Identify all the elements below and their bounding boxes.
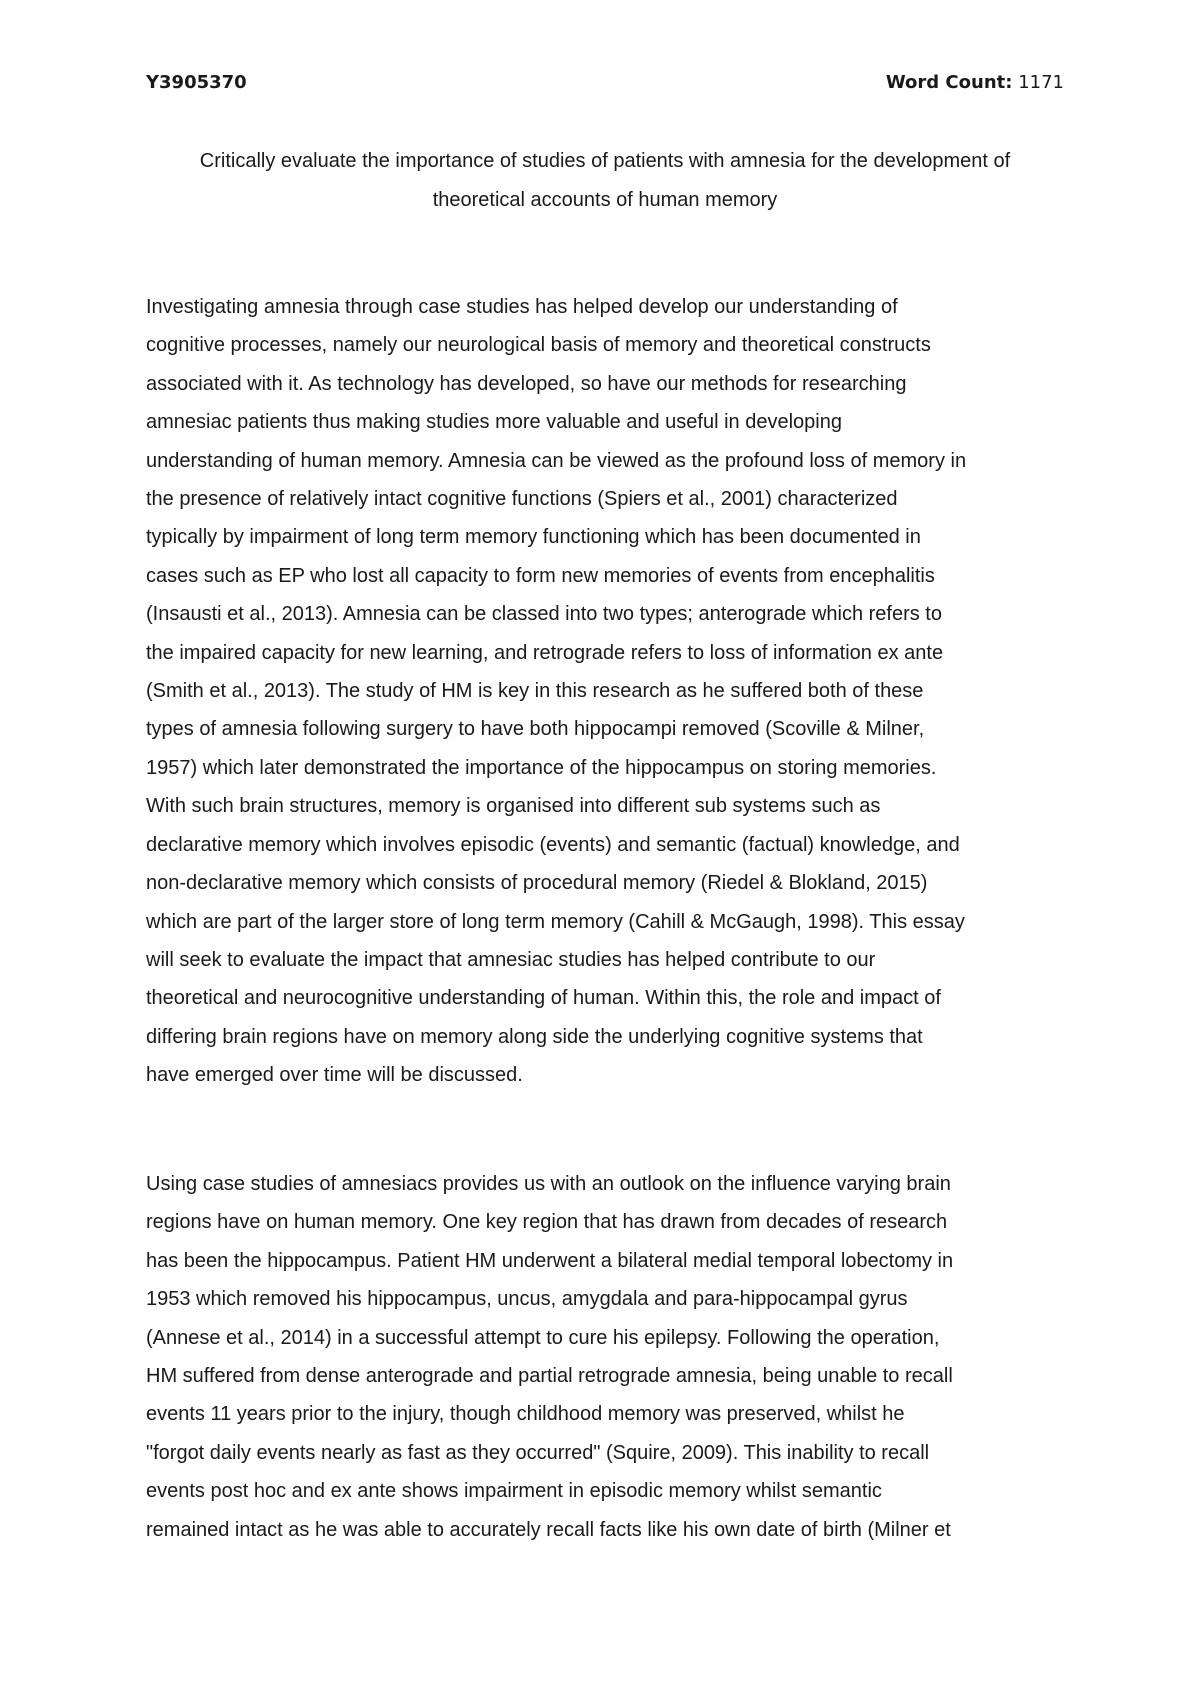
paragraph-line: With such brain structures, memory is organised into different sub systems such as <box>146 795 881 818</box>
paragraph-line: cognitive processes, namely our neurological basis of memory and theoretical constructs <box>146 334 931 357</box>
essay-title-line: Critically evaluate the importance of studies of patients with amnesia for the development of <box>199 150 1011 172</box>
essay-title <box>140 142 1070 220</box>
word-count-value: 1171 <box>1018 72 1064 93</box>
student-id: Y3905370 <box>146 72 247 93</box>
paragraph-line: (Insausti et al., 2013). Amnesia can be classed into two types; anterograde which refers to <box>146 603 942 626</box>
paragraph-line: the impaired capacity for new learning, and retrograde refers to loss of information ex ante <box>146 641 944 664</box>
body-paragraph-hippocampus <box>146 1165 1068 1549</box>
paragraph-line: (Annese et al., 2014) in a successful attempt to cure his epilepsy. Following the operation, <box>146 1326 940 1349</box>
paragraph-line: events post hoc and ex ante shows impairment in episodic memory whilst semantic <box>146 1480 882 1503</box>
word-count-label: Word Count: <box>885 72 1013 93</box>
page-header <box>146 72 1064 102</box>
paragraph-line: amnesiac patients thus making studies more valuable and useful in developing <box>146 411 842 434</box>
paragraph-line: has been the hippocampus. Patient HM underwent a bilateral medial temporal lobectomy in <box>146 1249 954 1272</box>
paragraph-line: differing brain regions have on memory along side the underlying cognitive systems that <box>146 1025 923 1048</box>
paragraph-line: events 11 years prior to the injury, though childhood memory was preserved, whilst he <box>146 1403 905 1426</box>
paragraph-line: will seek to evaluate the impact that amnesiac studies has helped contribute to our <box>146 948 876 971</box>
paragraph-line: 1957) which later demonstrated the importance of the hippocampus on storing memories. <box>146 756 937 779</box>
paragraph-line: which are part of the larger store of long term memory (Cahill & McGaugh, 1998). This essay <box>146 910 965 933</box>
paragraph-line: (Smith et al., 2013). The study of HM is key in this research as he suffered both of these <box>146 680 924 703</box>
paragraph-line: have emerged over time will be discussed. <box>146 1064 523 1087</box>
essay-title-line: theoretical accounts of human memory <box>432 189 778 211</box>
paragraph-line: associated with it. As technology has developed, so have our methods for researching <box>146 372 907 395</box>
paragraph-line: the presence of relatively intact cognitive functions (Spiers et al., 2001) characterized <box>146 488 898 511</box>
paragraph-line: cases such as EP who lost all capacity to form new memories of events from encephalitis <box>146 564 935 587</box>
paragraph-line: non-declarative memory which consists of procedural memory (Riedel & Blokland, 2015) <box>146 872 928 895</box>
paragraph-line: HM suffered from dense anterograde and partial retrograde amnesia, being unable to recall <box>146 1365 953 1388</box>
body-paragraph-intro <box>146 288 1068 1095</box>
paragraph-line: 1953 which removed his hippocampus, uncus, amygdala and para-hippocampal gyrus <box>146 1288 908 1311</box>
paragraph-line: Using case studies of amnesiacs provides us with an outlook on the influence varying brain <box>146 1173 951 1195</box>
paragraph-line: declarative memory which involves episodic (events) and semantic (factual) knowledge, and <box>146 833 960 856</box>
paragraph-line: types of amnesia following surgery to have both hippocampi removed (Scoville & Milner, <box>146 718 925 741</box>
paragraph-line: "forgot daily events nearly as fast as they occurred" (Squire, 2009). This inability to recall <box>146 1441 930 1464</box>
paragraph-line: typically by impairment of long term memory functioning which has been documented in <box>146 526 921 549</box>
paragraph-line: understanding of human memory. Amnesia can be viewed as the profound loss of memory in <box>146 449 967 472</box>
paragraph-line: remained intact as he was able to accurately recall facts like his own date of birth (Milner et <box>146 1518 951 1541</box>
paragraph-line: Investigating amnesia through case studies has helped develop our understanding of <box>146 296 898 318</box>
paragraph-line: regions have on human memory. One key region that has drawn from decades of research <box>146 1211 948 1234</box>
word-count <box>886 72 1064 93</box>
paragraph-line: theoretical and neurocognitive understanding of human. Within this, the role and impact of <box>146 987 941 1010</box>
